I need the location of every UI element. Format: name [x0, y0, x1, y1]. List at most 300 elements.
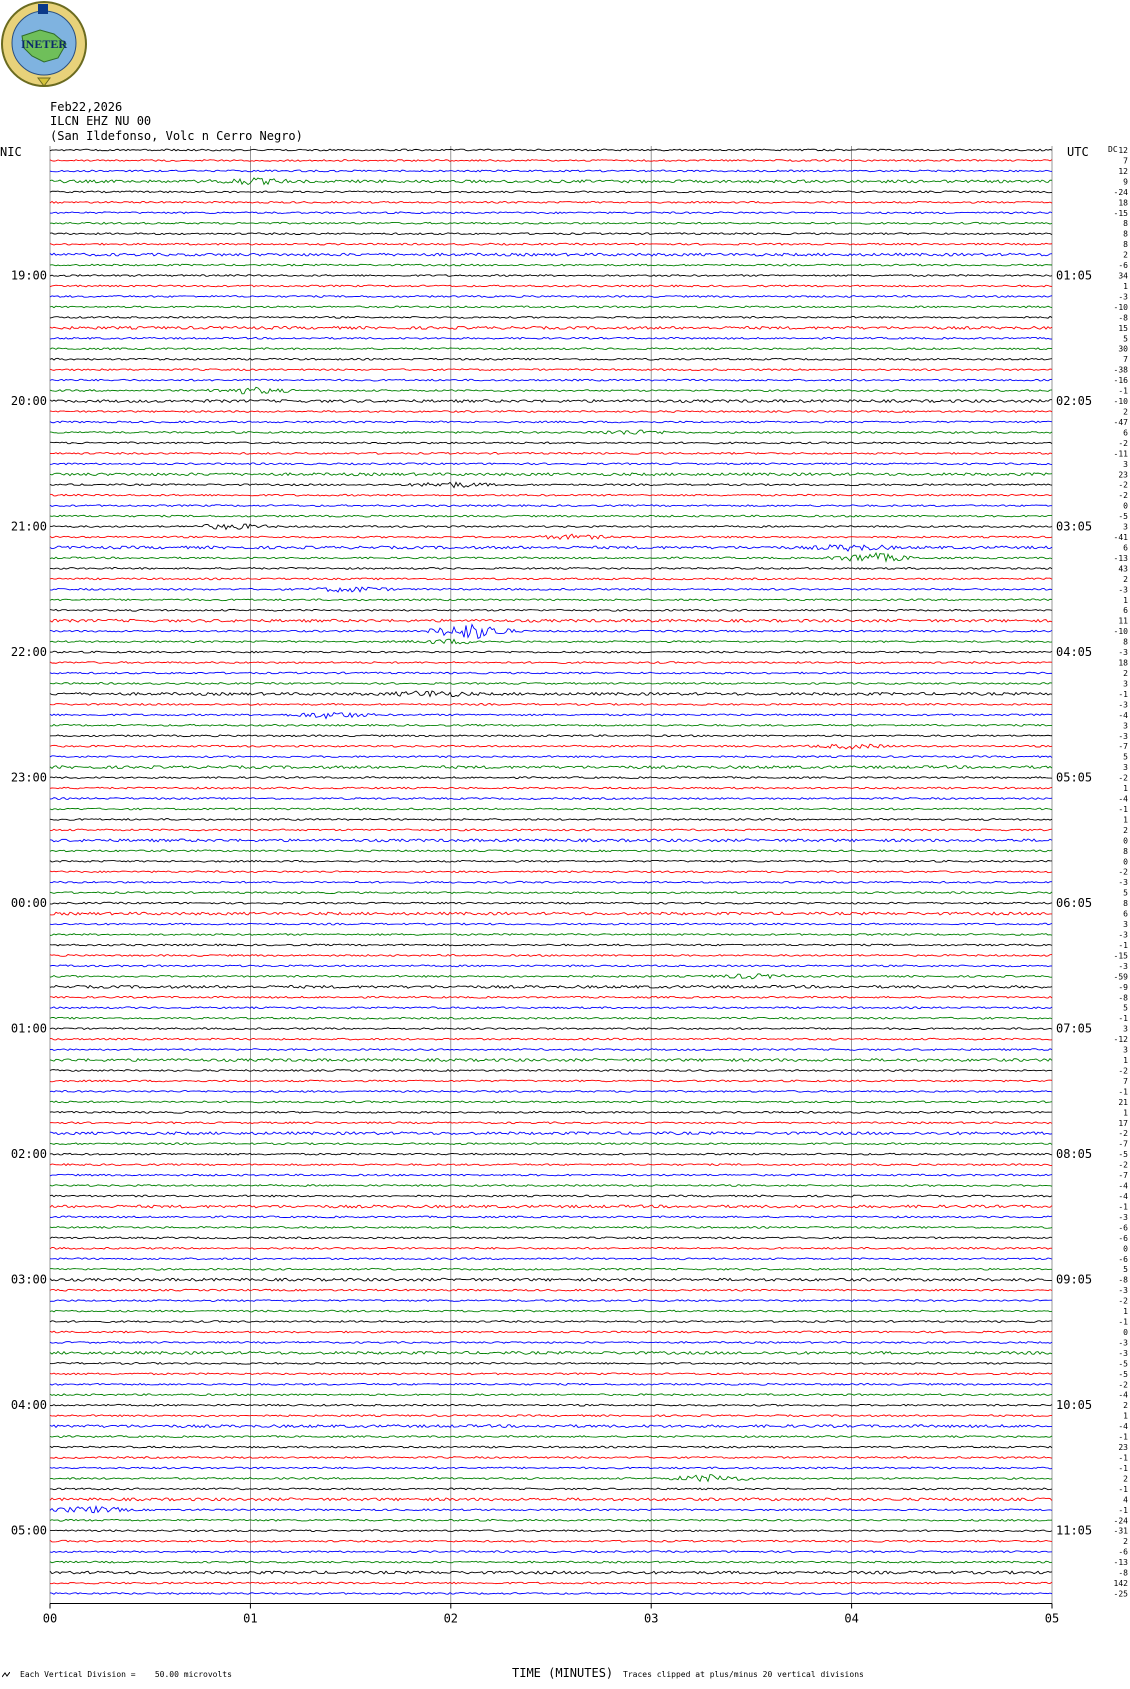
- seismic-trace: [50, 1582, 1052, 1584]
- seismic-trace: [50, 1247, 1052, 1249]
- dc-offset-value: -10: [1113, 302, 1128, 312]
- dc-offset-value: -5: [1118, 1150, 1128, 1160]
- dc-offset-value: -24: [1113, 1516, 1128, 1526]
- seismic-trace: [50, 1122, 1052, 1124]
- seismic-trace: [50, 553, 1052, 561]
- dc-offset-value: 7: [1123, 1076, 1128, 1086]
- dc-offset-value: -12: [1113, 1035, 1128, 1045]
- dc-offset-value: -3: [1118, 292, 1128, 302]
- dc-offset-value: -3: [1118, 930, 1128, 940]
- dc-offset-value: 0: [1123, 857, 1128, 867]
- left-hour-label: 03:00: [10, 1272, 47, 1287]
- seismic-trace: [50, 253, 1052, 256]
- dc-offset-value: -2: [1118, 1296, 1128, 1306]
- seismic-trace: [50, 1049, 1052, 1051]
- seismic-trace: [50, 974, 1052, 979]
- dc-offset-value: -25: [1113, 1589, 1128, 1599]
- seismic-trace: [50, 871, 1052, 873]
- seismic-trace: [50, 1195, 1052, 1197]
- dc-offset-value: 3: [1123, 1045, 1128, 1055]
- dc-offset-value: -3: [1118, 1338, 1128, 1348]
- seismic-trace: [50, 619, 1052, 622]
- dc-offset-value: 1: [1123, 1411, 1128, 1421]
- seismic-trace: [50, 369, 1052, 371]
- seismic-trace: [50, 923, 1052, 925]
- right-hour-label: 01:05: [1056, 268, 1093, 283]
- dc-offset-value: -9: [1118, 982, 1128, 992]
- dc-offset-value: 7: [1123, 355, 1128, 365]
- seismic-trace: [50, 1425, 1052, 1428]
- dc-offset-value: 2: [1123, 825, 1128, 835]
- seismic-trace: [50, 965, 1052, 967]
- vertical-division-note: Each Vertical Division = 50.00 microvolts: [20, 1670, 232, 1679]
- seismic-trace: [50, 1321, 1052, 1323]
- dc-offset-value: 8: [1123, 219, 1128, 229]
- dc-offset-value: 23: [1118, 470, 1128, 480]
- seismic-trace: [50, 860, 1052, 862]
- dc-offset-value: -1: [1118, 1014, 1128, 1024]
- seismic-trace: [50, 662, 1052, 664]
- dc-offset-value: -6: [1118, 1254, 1128, 1264]
- dc-offset-value: -41: [1113, 533, 1128, 543]
- dc-offset-value: 6: [1123, 909, 1128, 919]
- seismic-trace: [50, 452, 1052, 454]
- seismic-trace: [50, 275, 1052, 277]
- seismic-trace: [50, 735, 1052, 737]
- dc-offset-value: -3: [1118, 585, 1128, 595]
- dc-offset-value: 2: [1123, 407, 1128, 417]
- dc-offset-value: -2: [1118, 438, 1128, 448]
- right-hour-label: 10:05: [1056, 1398, 1093, 1413]
- seismic-trace: [50, 1457, 1052, 1459]
- x-tick-label: 04: [844, 1611, 859, 1626]
- dc-offset-value: -1: [1118, 1453, 1128, 1463]
- seismic-trace: [50, 798, 1052, 800]
- dc-offset-value: 1: [1123, 1307, 1128, 1317]
- seismic-trace: [50, 703, 1052, 705]
- left-hour-label: 22:00: [10, 645, 47, 660]
- seismic-trace: [50, 639, 1052, 644]
- right-hour-label: 07:05: [1056, 1021, 1093, 1036]
- seismic-trace: [50, 1561, 1052, 1563]
- dc-offset-value: 3: [1123, 679, 1128, 689]
- dc-offset-value: -4: [1118, 1390, 1128, 1400]
- dc-offset-value: -16: [1113, 376, 1128, 386]
- dc-offset-value: -1: [1118, 1087, 1128, 1097]
- dc-offset-value: 11: [1118, 616, 1128, 626]
- seismic-trace: [50, 808, 1052, 810]
- left-hour-label: 01:00: [10, 1021, 47, 1036]
- dc-offset-value: -2: [1118, 480, 1128, 490]
- scale-marker-icon: [2, 1672, 10, 1678]
- dc-offset-value: -1: [1118, 1317, 1128, 1327]
- dc-offset-value: 2: [1123, 1401, 1128, 1411]
- seismic-trace: [50, 1185, 1052, 1187]
- seismic-trace: [50, 212, 1052, 214]
- dc-offset-value: -2: [1118, 1129, 1128, 1139]
- dc-offset-value: 142: [1113, 1579, 1128, 1589]
- right-hour-label: 03:05: [1056, 519, 1093, 534]
- dc-offset-value: 3: [1123, 1024, 1128, 1034]
- seismic-trace: [50, 1059, 1052, 1062]
- seismic-trace: [50, 1488, 1052, 1490]
- seismic-trace: [50, 149, 1052, 151]
- seismic-trace: [50, 1007, 1052, 1009]
- seismic-trace: [50, 578, 1052, 580]
- right-hour-label: 04:05: [1056, 645, 1093, 660]
- dc-offset-value: -2: [1118, 491, 1128, 501]
- dc-offset-value: -15: [1113, 208, 1128, 218]
- seismic-trace: [50, 1475, 1052, 1482]
- seismic-trace: [50, 672, 1052, 674]
- dc-offset-value: -10: [1113, 627, 1128, 637]
- seismic-trace: [50, 178, 1052, 185]
- seismic-trace: [50, 201, 1052, 203]
- seismic-trace: [50, 1268, 1052, 1270]
- seismic-trace: [50, 819, 1052, 821]
- dc-offset-value: 1: [1123, 784, 1128, 794]
- dc-offset-value: 30: [1118, 344, 1128, 354]
- seismic-trace: [50, 411, 1052, 413]
- seismic-trace: [50, 326, 1052, 329]
- x-tick-label: 00: [42, 1611, 58, 1626]
- dc-offset-value: 34: [1118, 271, 1128, 281]
- seismic-trace: [50, 1540, 1052, 1542]
- left-hour-label: 04:00: [10, 1398, 47, 1413]
- dc-offset-value: 1: [1123, 1108, 1128, 1118]
- seismic-trace: [50, 1091, 1052, 1093]
- dc-offset-value: 1: [1123, 595, 1128, 605]
- dc-offset-value: 1: [1123, 1056, 1128, 1066]
- seismic-trace: [50, 683, 1052, 685]
- dc-offset-value: 17: [1118, 1118, 1128, 1128]
- seismic-trace: [50, 1028, 1052, 1030]
- dc-offset-value: -3: [1118, 731, 1128, 741]
- dc-offset-value: -2: [1118, 1160, 1128, 1170]
- seismic-trace: [50, 1205, 1052, 1208]
- dc-offset-value: -10: [1113, 397, 1128, 407]
- seismic-trace: [50, 473, 1052, 476]
- right-hour-label: 08:05: [1056, 1147, 1093, 1162]
- seismic-trace: [50, 955, 1052, 957]
- seismic-trace: [50, 1038, 1052, 1040]
- seismic-trace: [50, 724, 1052, 726]
- dc-offset-value: -2: [1118, 773, 1128, 783]
- dc-offset-value: -38: [1113, 365, 1128, 375]
- dc-offset-value: -47: [1113, 417, 1128, 427]
- left-hour-label: 19:00: [10, 268, 47, 283]
- dc-offset-value: -59: [1113, 972, 1128, 982]
- dc-offset-value: 8: [1123, 229, 1128, 239]
- dc-offset-value: 2: [1123, 1474, 1128, 1484]
- seismic-trace: [50, 170, 1052, 172]
- dc-offset-value: -8: [1118, 1275, 1128, 1285]
- seismic-trace: [50, 1498, 1052, 1501]
- seismic-trace: [50, 494, 1052, 496]
- dc-offset-value: -3: [1118, 878, 1128, 888]
- dc-offset-value: -13: [1113, 553, 1128, 563]
- dc-offset-value: 8: [1123, 637, 1128, 647]
- dc-offset-value: 2: [1123, 669, 1128, 678]
- dc-offset-value: -6: [1118, 1547, 1128, 1557]
- seismic-trace: [50, 1300, 1052, 1302]
- dc-offset-value: -1: [1118, 386, 1128, 396]
- seismic-trace: [50, 1415, 1052, 1417]
- seismic-trace: [50, 892, 1052, 894]
- dc-offset-value: 3: [1123, 721, 1128, 731]
- seismic-trace: [50, 1506, 1052, 1512]
- seismic-trace: [50, 1331, 1052, 1333]
- dc-offset-value: 1: [1123, 815, 1128, 825]
- left-timezone-label: NIC: [0, 145, 22, 159]
- dc-offset-value: -3: [1118, 1348, 1128, 1358]
- dc-offset-value: -4: [1118, 1181, 1128, 1191]
- right-hour-label: 06:05: [1056, 896, 1093, 911]
- dc-offset-value: 21: [1118, 1097, 1128, 1107]
- dc-offset-value: -7: [1118, 1171, 1128, 1181]
- dc-offset-value: 6: [1123, 428, 1128, 438]
- seismic-trace: [50, 1467, 1052, 1469]
- seismic-trace: [50, 534, 1052, 539]
- seismic-trace: [50, 1237, 1052, 1239]
- record-date: Feb22,2026: [50, 100, 123, 114]
- seismic-trace: [50, 191, 1052, 193]
- seismic-trace: [50, 829, 1052, 831]
- dc-offset-value: 3: [1123, 459, 1128, 469]
- left-hour-label: 00:00: [10, 896, 47, 911]
- dc-offset-value: -5: [1118, 1369, 1128, 1379]
- clip-note: Traces clipped at plus/minus 20 vertical divisions: [623, 1670, 864, 1679]
- dc-offset-value: -3: [1118, 1212, 1128, 1222]
- dc-offset-value: -8: [1118, 993, 1128, 1003]
- dc-offset-value: -8: [1118, 313, 1128, 323]
- seismic-trace: [50, 691, 1052, 697]
- seismic-trace: [50, 766, 1052, 769]
- seismic-trace: [50, 1111, 1052, 1113]
- dc-offset-value: -7: [1118, 742, 1128, 752]
- dc-offset-value: 8: [1123, 846, 1128, 856]
- seismic-trace: [50, 348, 1052, 350]
- seismic-trace: [50, 912, 1052, 915]
- station-code: ILCN EHZ NU 00: [50, 114, 152, 128]
- dc-offset-value: 0: [1123, 836, 1128, 846]
- seismic-trace: [50, 1352, 1052, 1355]
- seismic-trace: [50, 1216, 1052, 1218]
- dc-offset-value: -11: [1113, 449, 1128, 459]
- seismic-trace: [50, 421, 1052, 423]
- seismic-trace: [50, 713, 1052, 719]
- seismic-trace: [50, 1101, 1052, 1103]
- seismic-trace: [50, 285, 1052, 287]
- x-tick-label: 05: [1044, 1611, 1060, 1626]
- dc-offset-value: 15: [1118, 323, 1128, 333]
- x-tick-label: 01: [243, 1611, 258, 1626]
- dc-offset-value: 3: [1123, 522, 1128, 532]
- right-hour-label: 05:05: [1056, 770, 1093, 785]
- seismic-trace: [50, 1310, 1052, 1312]
- left-hour-label: 05:00: [10, 1523, 47, 1538]
- dc-offset-value: 5: [1123, 752, 1128, 762]
- dc-offset-value: -24: [1113, 187, 1128, 197]
- dc-offset-value: -2: [1118, 1066, 1128, 1076]
- seismic-trace: [50, 1342, 1052, 1344]
- dc-offset-value: -3: [1118, 700, 1128, 710]
- dc-offset-value: -1: [1118, 1463, 1128, 1473]
- seismic-trace: [50, 850, 1052, 852]
- dc-offset-value: -1: [1118, 940, 1128, 950]
- seismic-trace: [50, 515, 1052, 517]
- seismic-trace: [50, 1394, 1052, 1396]
- seismic-trace: [50, 934, 1052, 936]
- dc-offset-value: 2: [1123, 574, 1128, 584]
- station-location: (San Ildefonso, Volc n Cerro Negro): [50, 129, 303, 143]
- seismic-trace: [50, 1373, 1052, 1375]
- dc-offset-value: 9: [1123, 177, 1128, 187]
- seismic-trace: [50, 243, 1052, 245]
- left-hour-label: 21:00: [10, 519, 47, 534]
- dc-offset-value: 5: [1123, 888, 1128, 898]
- seismic-trace: [50, 1226, 1052, 1228]
- dc-offset-value: 5: [1123, 1265, 1128, 1275]
- seismic-trace: [50, 545, 1052, 551]
- dc-offset-value: 18: [1118, 658, 1128, 668]
- seismic-trace: [50, 1132, 1052, 1135]
- dc-offset-value: 3: [1123, 763, 1128, 773]
- right-timezone-label: UTC: [1067, 145, 1089, 159]
- dc-offset-value: 0: [1123, 1244, 1128, 1254]
- seismic-trace: [50, 316, 1052, 318]
- seismic-trace: [50, 1519, 1052, 1521]
- seismic-trace: [50, 1017, 1052, 1019]
- seismic-trace: [50, 160, 1052, 162]
- dc-offset-value: -5: [1118, 512, 1128, 522]
- seismic-trace: [50, 599, 1052, 601]
- seismic-trace: [50, 1289, 1052, 1291]
- dc-offset-value: 6: [1123, 543, 1128, 553]
- seismic-trace: [50, 1383, 1052, 1385]
- x-tick-label: 02: [443, 1611, 459, 1626]
- seismic-trace: [50, 587, 1052, 592]
- seismic-trace: [50, 430, 1052, 434]
- seismic-trace: [50, 387, 1052, 394]
- dc-offset-value: -4: [1118, 1422, 1128, 1432]
- dc-offset-header: DC: [1108, 145, 1118, 154]
- seismic-trace: [50, 609, 1052, 611]
- dc-offset-value: 0: [1123, 1327, 1128, 1337]
- dc-offset-value: -2: [1118, 1380, 1128, 1390]
- dc-offset-value: 4: [1123, 1495, 1128, 1505]
- dc-offset-value: -4: [1118, 794, 1128, 804]
- x-axis-title: TIME (MINUTES): [512, 1666, 614, 1680]
- seismic-trace: [50, 787, 1052, 789]
- seismic-trace: [50, 568, 1052, 570]
- dc-offset-value: 2: [1123, 1537, 1128, 1547]
- dc-offset-value: -4: [1118, 710, 1128, 720]
- dc-offset-value: 23: [1118, 1443, 1128, 1453]
- seismic-trace: [50, 1362, 1052, 1364]
- dc-offset-value: 18: [1118, 198, 1128, 208]
- seismic-trace: [50, 306, 1052, 308]
- seismic-trace: [50, 1174, 1052, 1176]
- seismic-trace: [50, 985, 1052, 988]
- seismic-trace: [50, 264, 1052, 266]
- seismic-trace: [50, 902, 1052, 904]
- seismic-trace: [50, 1143, 1052, 1145]
- seismic-trace: [50, 1080, 1052, 1082]
- seismic-trace: [50, 744, 1052, 749]
- dc-offset-value: 8: [1123, 899, 1128, 909]
- dc-offset-value: -6: [1118, 1233, 1128, 1243]
- dc-offset-value: -2: [1118, 867, 1128, 877]
- seismic-trace: [50, 1530, 1052, 1532]
- seismic-trace: [50, 944, 1052, 946]
- seismic-trace: [50, 400, 1052, 403]
- right-hour-label: 11:05: [1056, 1523, 1093, 1538]
- x-tick-label: 03: [643, 1611, 659, 1626]
- left-hour-label: 23:00: [10, 770, 47, 785]
- seismic-trace: [50, 1070, 1052, 1072]
- seismic-trace: [50, 1153, 1052, 1155]
- dc-offset-value: -1: [1118, 1505, 1128, 1515]
- dc-offset-value: -3: [1118, 648, 1128, 658]
- seismic-trace: [50, 625, 1052, 639]
- seismic-trace: [50, 1436, 1052, 1438]
- seismic-trace: [50, 777, 1052, 779]
- seismic-trace: [50, 337, 1052, 339]
- dc-offset-value: -8: [1118, 1568, 1128, 1578]
- seismic-trace: [50, 222, 1052, 224]
- dc-offset-value: 8: [1123, 240, 1128, 250]
- dc-offset-value: -15: [1113, 951, 1128, 961]
- dc-offset-value: -1: [1118, 1484, 1128, 1494]
- dc-offset-value: -13: [1113, 1558, 1128, 1568]
- dc-offset-value: -3: [1118, 961, 1128, 971]
- seismic-trace: [50, 296, 1052, 298]
- left-hour-label: 20:00: [10, 394, 47, 409]
- dc-offset-value: 12: [1118, 166, 1128, 176]
- seismic-trace: [50, 1593, 1052, 1595]
- seismic-trace: [50, 233, 1052, 235]
- seismic-trace: [50, 482, 1052, 487]
- seismic-trace: [50, 1404, 1052, 1406]
- dc-offset-value: -1: [1118, 1202, 1128, 1212]
- dc-offset-value: -4: [1118, 1192, 1128, 1201]
- dc-offset-value: 12: [1118, 146, 1128, 155]
- seismic-trace: [50, 1551, 1052, 1553]
- left-hour-label: 02:00: [10, 1147, 47, 1162]
- dc-offset-value: 5: [1123, 334, 1128, 344]
- dc-offset-value: -6: [1118, 1223, 1128, 1233]
- dc-offset-value: 2: [1123, 250, 1128, 260]
- dc-offset-value: 5: [1123, 1003, 1128, 1013]
- seismic-trace: [50, 651, 1052, 653]
- seismic-trace: [50, 1278, 1052, 1281]
- right-hour-label: 09:05: [1056, 1272, 1093, 1287]
- seismic-trace: [50, 463, 1052, 465]
- dc-offset-value: -3: [1118, 1286, 1128, 1296]
- seismic-trace: [50, 1258, 1052, 1260]
- dc-offset-value: 7: [1123, 156, 1128, 166]
- seismic-trace: [50, 881, 1052, 883]
- seismic-trace: [50, 1446, 1052, 1448]
- dc-offset-value: -1: [1118, 689, 1128, 699]
- dc-offset-value: -5: [1118, 1359, 1128, 1369]
- dc-offset-value: -7: [1118, 1139, 1128, 1149]
- dc-offset-value: 6: [1123, 606, 1128, 616]
- seismic-trace: [50, 358, 1052, 360]
- seismic-trace: [50, 1571, 1052, 1574]
- dc-offset-value: 0: [1123, 501, 1128, 511]
